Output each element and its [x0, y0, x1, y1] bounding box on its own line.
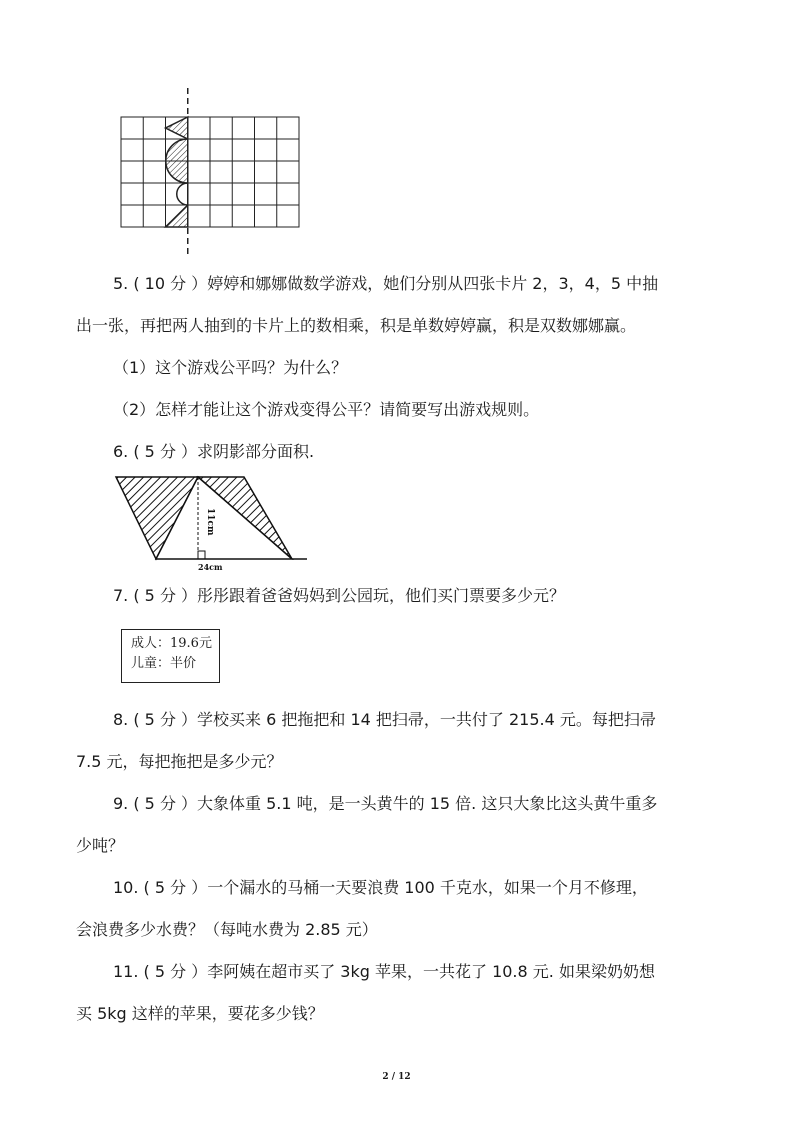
q11-line1: 11. ( 5 分 ）李阿姨在超市买了 3kg 苹果，一共花了 10.8 元. 如果梁奶奶想 — [113, 962, 655, 981]
q5-sub1: （1）这个游戏公平吗？为什么？ — [113, 358, 348, 377]
q11-line2: 买 5kg 这样的苹果，要花多少钱？ — [76, 1004, 324, 1023]
q6-line1: 6. ( 5 分 ）求阴影部分面积. — [113, 442, 315, 461]
q10-line2: 会浪费多少水费？（每吨水费为 2.85 元） — [76, 920, 378, 939]
q5-line1: 5. ( 10 分 ）婷婷和娜娜做数学游戏，她们分别从四张卡片 2，3，4，5 中抽 — [113, 274, 659, 293]
grid — [121, 117, 299, 227]
q8-line2: 7.5 元，每把拖把是多少元？ — [76, 752, 283, 771]
shaded-half-shape — [166, 117, 188, 227]
q9-line2: 少吨？ — [76, 836, 125, 855]
symmetry-grid-figure — [115, 86, 305, 256]
q9-line1: 9. ( 5 分 ）大象体重 5.1 吨，是一头黄牛的 15 倍. 这只大象比这头黄牛重多 — [113, 794, 658, 813]
adult-price: 成人：19.6元 — [131, 636, 212, 651]
q8-line1: 8. ( 5 分 ）学校买来 6 把拖把和 14 把扫帚，一共付了 215.4 元。每把扫帚 — [113, 710, 656, 729]
height-label: 11cm — [205, 508, 215, 536]
q7-line1: 7. ( 5 分 ）彤彤跟着爸爸妈妈到公园玩，他们买门票要多少元？ — [113, 586, 566, 605]
shaded-area-figure — [112, 474, 312, 574]
base-label: 24cm — [198, 562, 223, 572]
q5-line2: 出一张，再把两人抽到的卡片上的数相乘，积是单数婷婷赢，积是双数娜娜赢。 — [76, 316, 637, 335]
q5-sub2: （2）怎样才能让这个游戏变得公平？请简要写出游戏规则。 — [113, 400, 540, 419]
ticket-price-box — [121, 629, 220, 683]
page-number: 2 / 12 — [382, 1072, 411, 1082]
q10-line1: 10. ( 5 分 ）一个漏水的马桶一天要浪费 100 千克水，如果一个月不修理， — [113, 878, 648, 897]
child-price: 儿童：半价 — [131, 656, 197, 671]
